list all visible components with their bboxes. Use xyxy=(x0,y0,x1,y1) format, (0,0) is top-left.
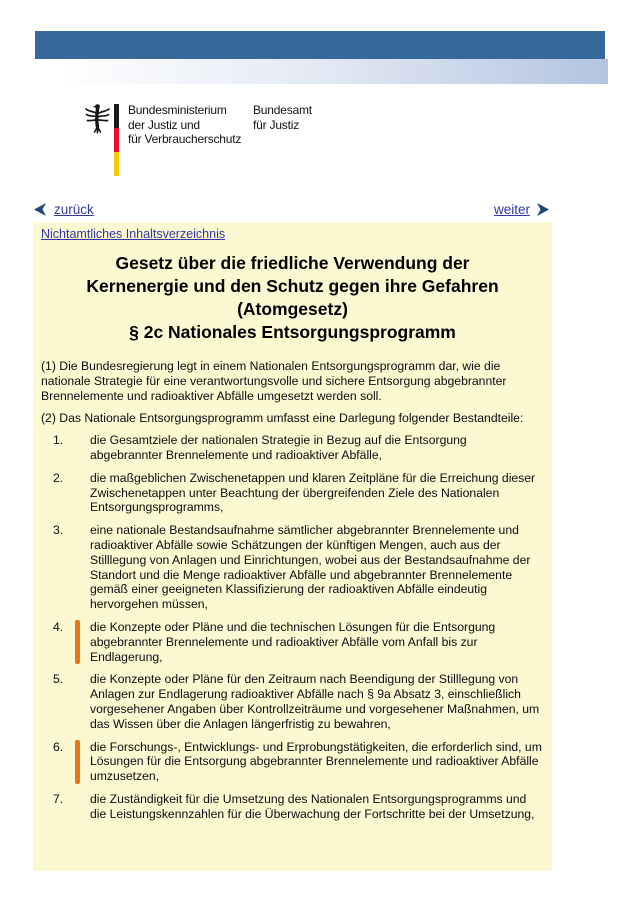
item-number: 7. xyxy=(53,791,64,806)
paragraph-1: (1) Die Bundesregierung legt in einem Nationalen Entsorgungsprogramm dar, wie die nationale Strategie für eine verantwortungsvolle und sichere Entsorgung abgebrannter Brennelemente und radioaktiver Abfälle umgesetzt werden soll. xyxy=(41,359,507,403)
law-title xyxy=(41,252,544,344)
flag-stripe-black xyxy=(114,104,119,128)
back-link[interactable]: zurück xyxy=(54,202,94,217)
ministry-name xyxy=(128,103,241,147)
office-name-line: Bundesamt xyxy=(253,103,312,117)
amendment-marker xyxy=(75,433,80,463)
list-item xyxy=(41,523,544,612)
ministry-name-line: der Justiz und xyxy=(128,117,200,132)
back-arrow-icon xyxy=(33,202,47,217)
list-item xyxy=(41,620,544,664)
item-number: 6. xyxy=(53,739,64,754)
law-title-line: (Atomgesetz) xyxy=(237,299,348,319)
law-title-line: Kernenergie und den Schutz gegen ihre Gefahren xyxy=(86,276,499,296)
amendment-marker xyxy=(75,672,80,731)
section-title: § 2c Nationales Entsorgungsprogramm xyxy=(129,322,456,342)
item-text: die Konzepte oder Pläne und die technischen Lösungen für die Entsorgung abgebrannter Brennelemente und radioaktiver Abfälle vom Anfall bis zur Endlagerung, xyxy=(90,619,496,664)
list-item xyxy=(41,740,544,784)
next-link[interactable]: weiter xyxy=(493,202,530,217)
flag-stripe-gold xyxy=(114,152,119,176)
component-list xyxy=(41,433,544,821)
flag-stripe xyxy=(114,104,119,176)
amendment-marker xyxy=(75,523,80,612)
item-number: 5. xyxy=(53,672,64,687)
pager-nav xyxy=(33,202,552,222)
item-text: die maßgeblichen Zwischenetappen und klaren Zeitpläne für die Erreichung dieser Zwischenetappen unter Beachtung der übergreifenden Ziele des Nationalen Entsorgungsprogramms, xyxy=(90,470,536,515)
amendment-marker xyxy=(75,620,80,664)
flag-stripe-red xyxy=(114,128,119,152)
item-text: die Konzepte oder Pläne für den Zeitraum nach Beendigung der Stilllegung von Anlagen zur Endlagerung radioaktiver Abfälle nach § 9a Absatz 3, einschließlich vorgesehener Angaben über Kontrollzeiträume und vorgesehener Maßnahmen, um das Wissen über die Anlagen längerfristig zu bewahren, xyxy=(90,672,540,731)
list-item xyxy=(41,672,544,731)
header-bar xyxy=(35,31,605,59)
item-text: die Forschungs-, Entwicklungs- und Erprobungstätigkeiten, die erforderlich sind, um Lösungen für die Entsorgung abgebrannter Brennelemente und radioaktiver Abfälle umzusetzen, xyxy=(90,739,542,784)
item-text: die Zuständigkeit für die Umsetzung des Nationalen Entsorgungsprogramms und die Leistungskennzahlen für die Überwachung der Fortschritte bei der Umsetzung, xyxy=(90,791,535,821)
amendment-marker xyxy=(75,740,80,784)
toc-link[interactable]: Nichtamtliches Inhaltsverzeichnis xyxy=(41,227,226,241)
ministry-name-line: für Verbraucherschutz xyxy=(128,132,242,146)
item-text: eine nationale Bestandsaufnahme sämtlicher abgebrannter Brennelemente und radioaktiver Abfälle sowie Schätzungen der künftigen Mengen, auch aus der Stilllegung von Anlagen und Einrichtungen, wobei aus der Bestandsaufnahme der Standort und die Menge radioaktiver Abfälle und abgebrannter Brennelemente gemäß einer geeigneten Klassifizierung der radioaktiven Abfälle eindeutig hervorgehen müssen, xyxy=(90,523,531,612)
next-arrow-icon xyxy=(536,202,550,217)
back-nav xyxy=(33,202,94,217)
list-item xyxy=(41,792,544,822)
item-number: 1. xyxy=(53,433,64,448)
header-gradient-bar xyxy=(35,59,608,84)
law-content-box xyxy=(33,222,552,871)
item-number: 3. xyxy=(53,523,64,538)
paragraph-2: (2) Das Nationale Entsorgungsprogramm umfasst eine Darlegung folgender Bestandteile: xyxy=(41,411,524,426)
toc-line xyxy=(41,227,544,242)
bundesadler-icon xyxy=(84,102,111,140)
next-nav xyxy=(494,202,550,217)
law-title-line: Gesetz über die friedliche Verwendung der xyxy=(115,253,470,273)
item-number: 2. xyxy=(53,470,64,485)
ministry-name-line: Bundesministerium xyxy=(128,103,227,117)
item-text: die Gesamtziele der nationalen Strategie in Bezug auf die Entsorgung abgebrannter Brennelemente und radioaktiver Abfälle, xyxy=(90,433,467,462)
office-name xyxy=(253,103,312,132)
list-item xyxy=(41,433,544,463)
amendment-marker xyxy=(75,792,80,822)
office-name-line: für Justiz xyxy=(253,117,300,132)
amendment-marker xyxy=(75,471,80,515)
list-item xyxy=(41,471,544,515)
item-number: 4. xyxy=(53,619,64,634)
